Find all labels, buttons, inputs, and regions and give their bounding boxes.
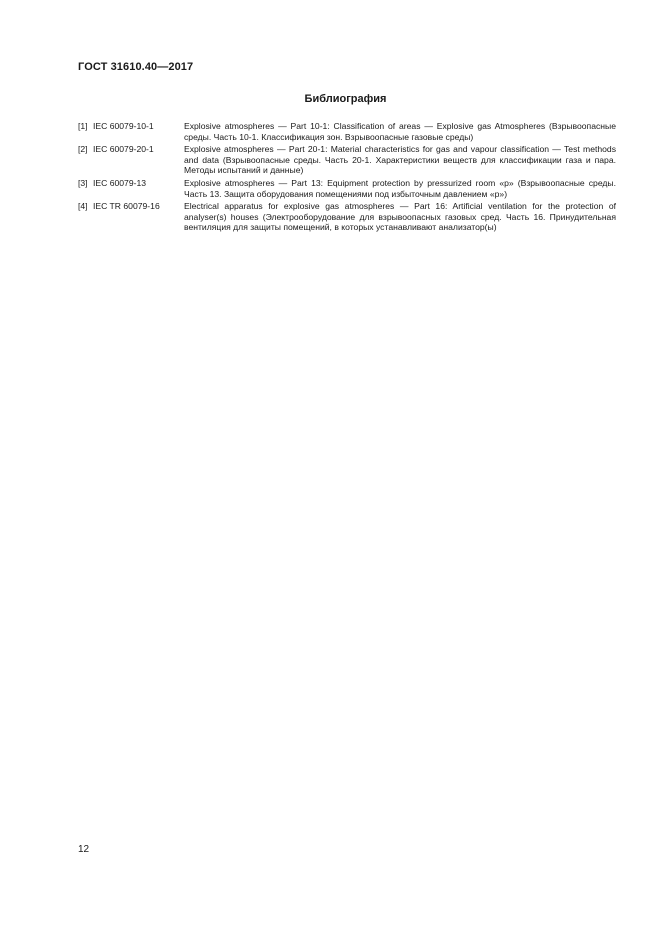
bibliography-entry <box>78 178 616 199</box>
page-number: 12 <box>78 844 90 855</box>
entry-description: Electrical apparatus for explosive gas atmospheres — Part 16: Artificial ventilation for the protection of analyser(s) houses (Электрооборудование для взрывоопасных газовых сред. Часть 16. Принудительная вентиляция для защиты помещений, в которых устанавливают анализатор(ы) <box>184 201 616 233</box>
page-header-standard-id: ГОСТ 31610.40—2017 <box>78 61 194 73</box>
bibliography-entry <box>78 144 616 176</box>
entry-description: Explosive atmospheres — Part 13: Equipment protection by pressurized room «p» (Взрывоопасные среды. Часть 13. Защита оборудования помещениями под избыточным давлением «p») <box>184 177 616 199</box>
entry-standard-code: IEC 60079-20-1 <box>93 144 154 155</box>
entry-number: [2] <box>78 144 88 155</box>
entry-number: [4] <box>78 201 88 212</box>
entry-number: [1] <box>78 121 88 131</box>
bibliography-title: Библиография <box>304 93 387 105</box>
bibliography-entry <box>78 121 616 142</box>
bibliography-list <box>78 121 616 235</box>
bibliography-entry <box>78 201 616 233</box>
entry-description: Explosive atmospheres — Part 10-1: Classification of areas — Explosive gas Atmospheres (Взрывоопасные среды. Часть 10-1. Классификация зон. Взрывоопасные газовые среды) <box>184 121 616 142</box>
entry-standard-code: IEC TR 60079-16 <box>93 201 160 212</box>
entry-number: [3] <box>78 177 88 188</box>
entry-standard-code: IEC 60079-13 <box>93 177 147 188</box>
entry-description: Explosive atmospheres — Part 20-1: Material characteristics for gas and vapour classification — Test methods and data (Взрывоопасные среды. Часть 20-1. Характеристики веществ для классификации газа и пара. Методы испытаний и данные) <box>184 144 616 176</box>
entry-standard-code: IEC 60079-10-1 <box>93 121 154 131</box>
